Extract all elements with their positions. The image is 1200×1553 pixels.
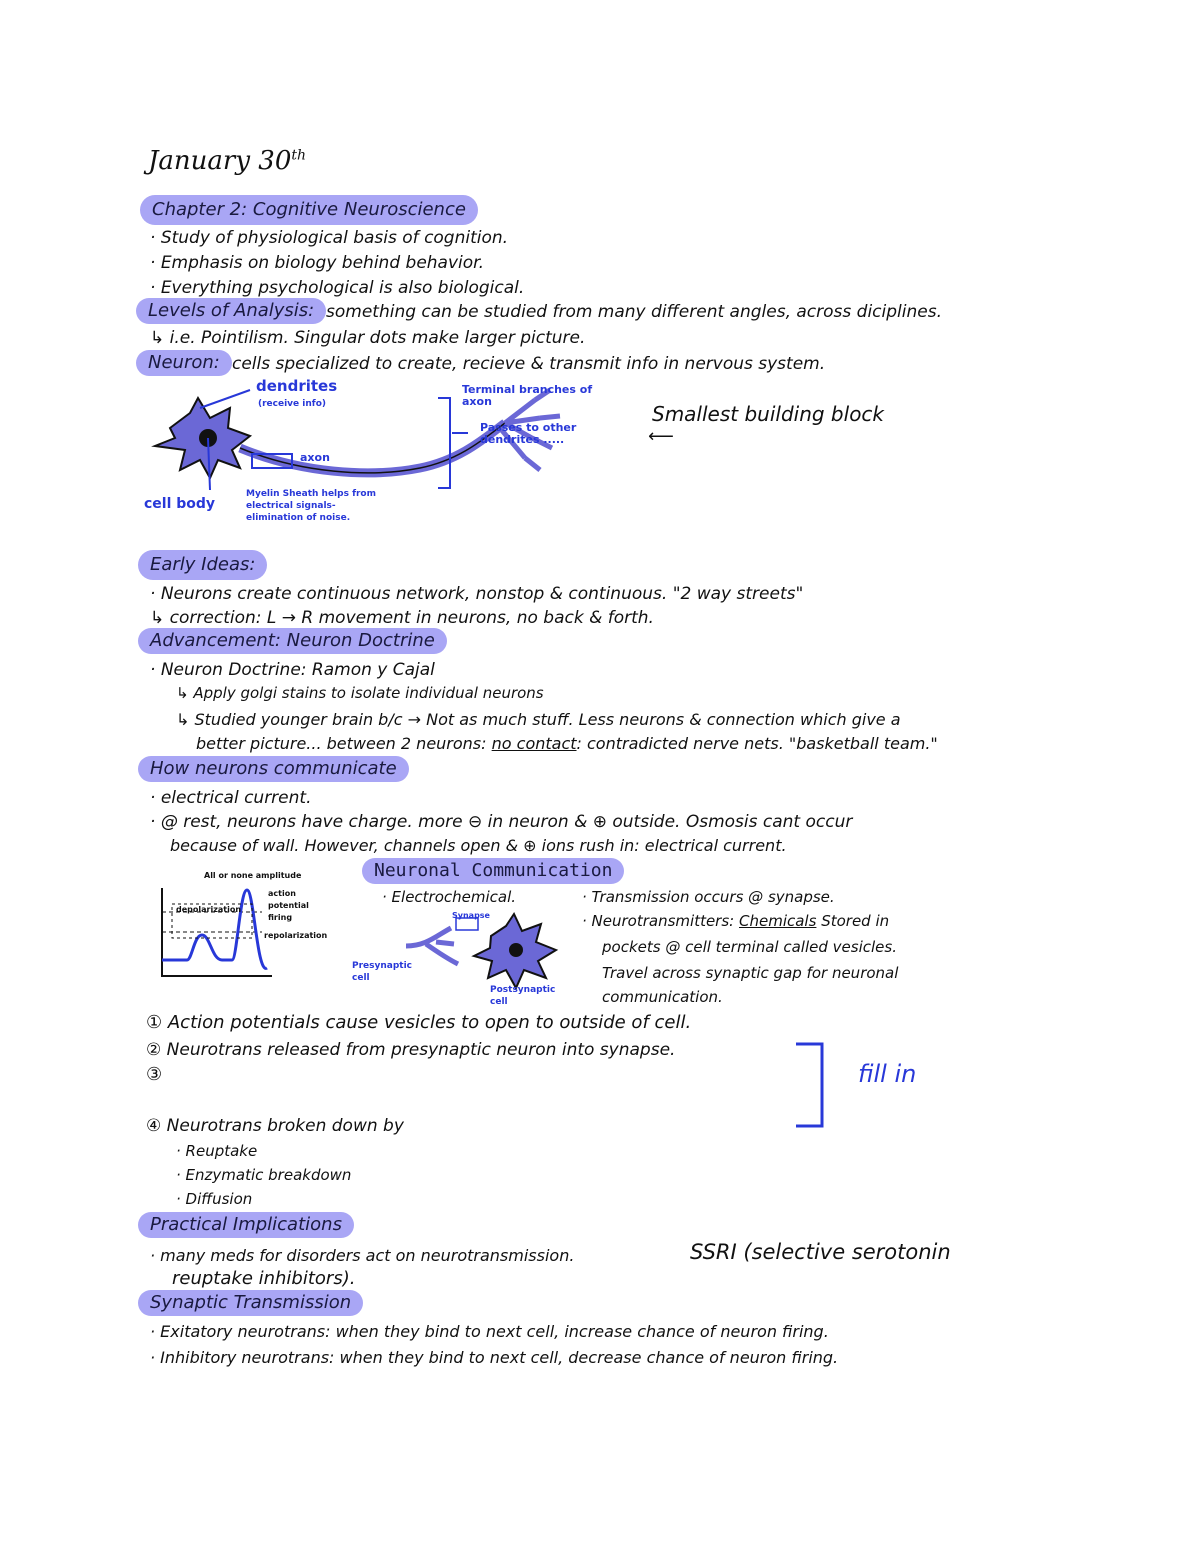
- sub-arrow-icon: ↳: [176, 710, 195, 729]
- smallest-building-block: Smallest building block: [652, 402, 885, 426]
- label-passes: Passes to other dendrites .....: [480, 421, 577, 446]
- step-4-sub-1: · Reuptake: [176, 1142, 257, 1160]
- step-2: ② Neurotrans released from presynaptic neuron into synapse.: [146, 1040, 676, 1060]
- axon-shape: [240, 423, 505, 473]
- levels-heading: Levels of Analysis:: [136, 298, 326, 324]
- graph-title: All or none amplitude: [204, 871, 302, 880]
- step-4: ④ Neurotrans broken down by: [146, 1116, 404, 1136]
- label-myelin: Myelin Sheath helps from electrical signals-elimination of noise.: [246, 489, 376, 523]
- advancement-sub-1: ↳ Apply golgi stains to isolate individual neurons: [176, 684, 544, 702]
- fill-in-note: fill in: [858, 1060, 917, 1088]
- ssri-text: SSRI (selective serotonin: [690, 1240, 951, 1264]
- synaptic-heading: Synaptic Transmission: [138, 1290, 363, 1316]
- left-arrow-icon: ⟵: [648, 426, 674, 447]
- label-terminal: Terminal branches of axon: [462, 383, 593, 408]
- dendrites-arrow: [200, 390, 250, 408]
- graph-label-depolarization: depolarization: [176, 905, 242, 914]
- early-ideas-heading: Early Ideas:: [138, 550, 267, 580]
- chapter-bullet-3: · Everything psychological is also biological.: [150, 278, 524, 298]
- chapter-bullet-2: · Emphasis on biology behind behavior.: [150, 253, 484, 273]
- levels-text: something can be studied from many different angles, across diciplines.: [326, 302, 942, 322]
- practical-heading: Practical Implications: [138, 1212, 354, 1238]
- chapter-heading: Chapter 2: Cognitive Neuroscience: [140, 195, 478, 225]
- levels-sub: ↳ i.e. Pointilism. Singular dots make larger picture.: [150, 328, 586, 348]
- page-date: January 30th: [148, 146, 307, 176]
- advancement-sub-2-cont: better picture... between 2 neurons: no contact: contradicted nerve nets. "basketball team.": [196, 734, 938, 753]
- ssri-text-cont: reuptake inhibitors).: [172, 1268, 356, 1289]
- nt-line-1: · Neurotransmitters: Chemicals Stored in: [582, 912, 889, 930]
- label-postsynaptic: Postsynaptic cell: [490, 985, 556, 1007]
- sub-arrow-icon: ↳: [176, 684, 194, 702]
- communicate-bullet-2-cont: because of wall. However, channels open & ⊕ ions rush in: electrical current.: [170, 836, 787, 855]
- presynaptic-terminal-shape: [406, 928, 458, 964]
- bracket-shape: [796, 1044, 822, 1126]
- step-4-sub-3: · Diffusion: [176, 1190, 252, 1208]
- step-3: ③: [146, 1064, 163, 1085]
- early-correction: ↳ correction: L → R movement in neurons, no back & forth.: [150, 608, 654, 628]
- communicate-heading: How neurons communicate: [138, 756, 409, 782]
- label-dendrites-note: (receive info): [258, 399, 326, 409]
- nt-line-2: pockets @ cell terminal called vesicles.: [602, 938, 897, 956]
- synaptic-bullet-1: · Exitatory neurotrans: when they bind to next cell, increase chance of neuron firing.: [150, 1322, 829, 1341]
- practical-text: · many meds for disorders act on neurotransmission.: [150, 1246, 574, 1265]
- graph-label-action: action potential firing: [268, 889, 309, 922]
- nt-line-3: Travel across synaptic gap for neuronal: [602, 964, 899, 982]
- transmission-bullet: · Transmission occurs @ synapse.: [582, 888, 835, 906]
- graph-label-repolarization: repolarization: [264, 931, 328, 940]
- neuron-text: cells specialized to create, recieve & transmit info in nervous system.: [232, 354, 826, 374]
- communicate-bullet-2: · @ rest, neurons have charge. more ⊖ in neuron & ⊕ outside. Osmosis cant occur: [150, 812, 852, 832]
- electrochemical-bullet: · Electrochemical.: [382, 888, 516, 906]
- step-4-sub-2: · Enzymatic breakdown: [176, 1166, 351, 1184]
- neuron-heading: Neuron:: [136, 350, 232, 376]
- step-1: ① Action potentials cause vesicles to open to outside of cell.: [146, 1012, 692, 1033]
- graph-curve: [162, 890, 267, 968]
- label-presynaptic: Presynaptic cell: [352, 961, 413, 983]
- fill-in-bracket: [790, 1040, 830, 1130]
- label-axon: axon: [300, 451, 330, 464]
- synaptic-bullet-2: · Inhibitory neurotrans: when they bind to next cell, decrease chance of neuron firing.: [150, 1348, 838, 1367]
- terminal-bracket: [438, 398, 450, 488]
- label-synapse: Synapse: [452, 911, 490, 920]
- chapter-bullet-1: · Study of physiological basis of cognition.: [150, 228, 508, 248]
- advancement-sub-2: ↳ Studied younger brain b/c → Not as much stuff. Less neurons & connection which give a: [176, 710, 901, 729]
- label-cell-body: cell body: [144, 496, 216, 512]
- postsynaptic-nucleus: [509, 943, 523, 957]
- sub-arrow-icon: ↳: [150, 608, 170, 628]
- advancement-bullet: · Neuron Doctrine: Ramon y Cajal: [150, 660, 435, 680]
- neuronal-heading: Neuronal Communication: [362, 858, 624, 884]
- communicate-bullet-1: · electrical current.: [150, 788, 311, 808]
- label-dendrites: dendrites: [256, 377, 338, 395]
- nt-line-4: communication.: [602, 988, 723, 1006]
- advancement-heading: Advancement: Neuron Doctrine: [138, 628, 447, 654]
- sub-arrow-icon: ↳: [150, 328, 170, 348]
- early-bullet: · Neurons create continuous network, nonstop & continuous. "2 way streets": [150, 584, 803, 604]
